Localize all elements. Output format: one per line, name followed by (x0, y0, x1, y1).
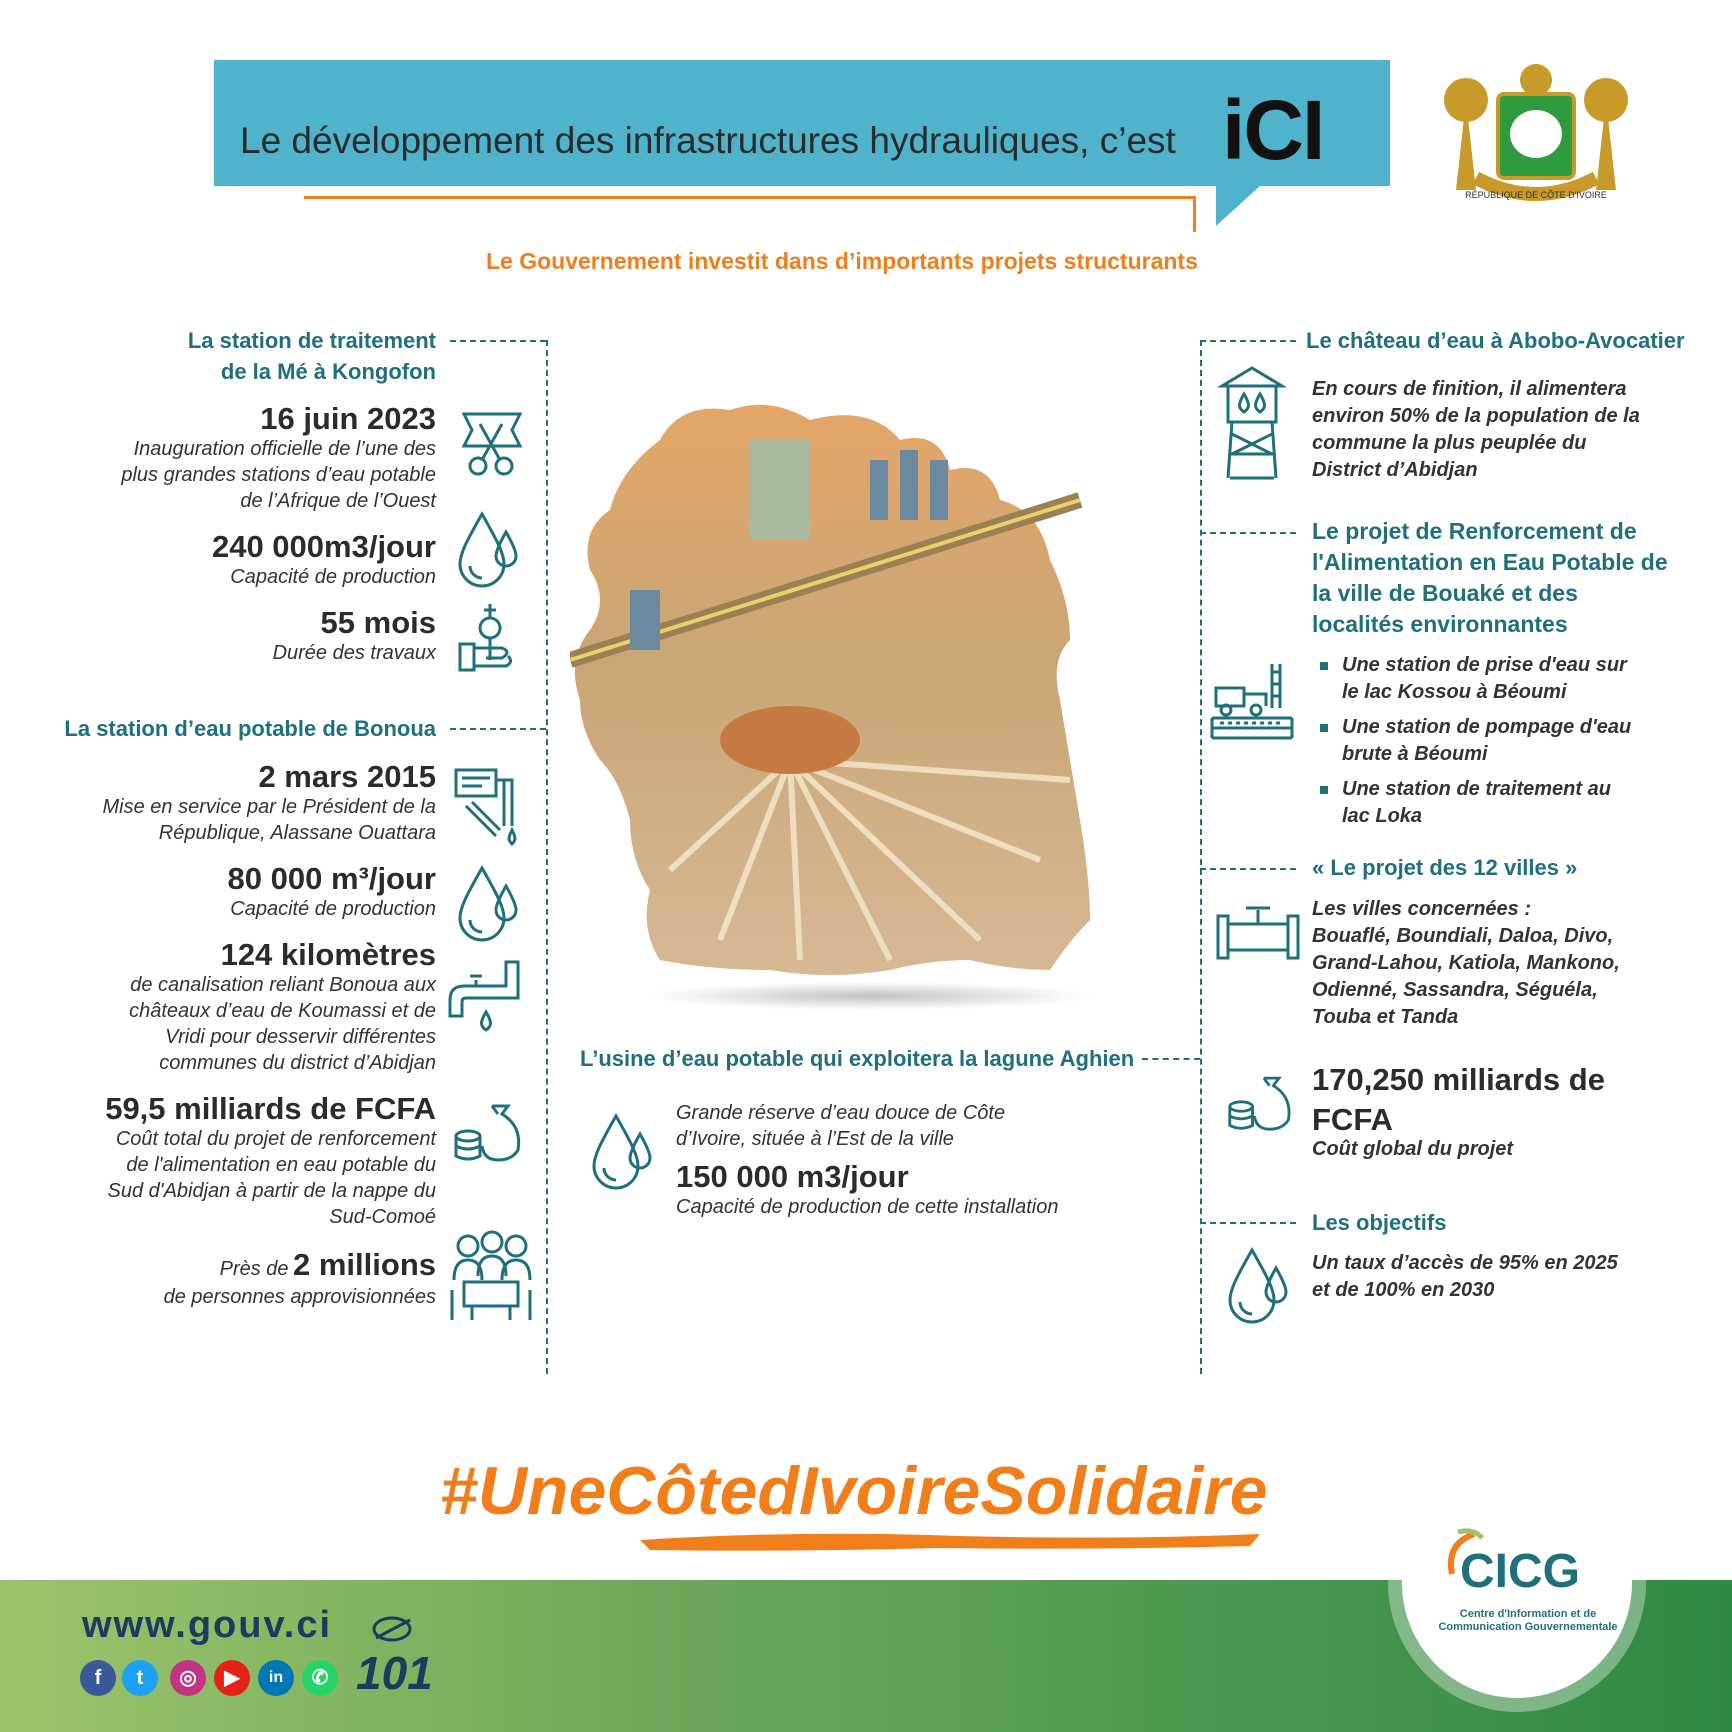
wrench-hand-icon (456, 600, 524, 680)
money-bag-coins-icon-2 (1226, 1062, 1296, 1134)
bonoua-km: 124 kilomètres (220, 937, 436, 972)
bonoua-date: 2 mars 2015 (258, 759, 436, 794)
me-duration-desc: Durée des travaux (272, 642, 436, 664)
left-dashed-line (546, 340, 548, 1374)
cicg-logo-text: CICG (1460, 1545, 1580, 1598)
bouake-title: Le projet de Renforcement de l'Alimentation en Eau Potable de la ville de Bouaké et des localités environnantes (1312, 518, 1668, 637)
hotline-number: 101 (356, 1647, 433, 1699)
abobo-desc: En cours de finition, il alimentera environ 50% de la population de la commune la plus peuplée du District d’Abidjan (1312, 378, 1640, 481)
bonoua-capacity-desc: Capacité de production (230, 898, 436, 920)
abobo-title: Le château d’eau à Abobo-Avocatier (1306, 328, 1685, 353)
money-bag-coins-icon (452, 1090, 526, 1164)
aghien-title: L’usine d’eau potable qui exploitera la lagune Aghien (580, 1046, 1135, 1071)
right-dashed-connector-1 (1200, 340, 1296, 342)
me-duration: 55 mois (320, 605, 436, 640)
bonoua-title: La station d’eau potable de Bonoua (64, 716, 436, 741)
ribbon-scissors-icon (458, 404, 526, 478)
villes-title: « Le projet des 12 villes » (1312, 855, 1578, 880)
bullet-item: Une station de pompage d'eau brute à Béoumi (1320, 714, 1720, 768)
brush-stroke (640, 1530, 1260, 1552)
pipe-repair-icon (452, 766, 526, 848)
water-drop-icon-2 (456, 862, 524, 944)
me-date-desc: Inauguration officielle de l’une des plus grandes stations d’eau potable de l’Afrique de l’Ouest (121, 438, 436, 512)
faucet-pipe-icon (446, 956, 526, 1038)
cicg-logo-subtitle: Centre d'Information et de Communication Gouvernementale (1438, 1608, 1618, 1633)
bonoua-km-desc: de canalisation reliant Bonoua aux châteaux d’eau de Koumassi et de Vridi pour desservir différentes communes du district d’Abidjan (129, 974, 436, 1074)
bonoua-cost: 59,5 milliards de FCFA (105, 1091, 436, 1126)
aghien-capacity-desc: Capacité de production de cette installation (676, 1196, 1059, 1218)
water-drop-icon-3 (590, 1110, 658, 1192)
left-dashed-connector-2 (450, 728, 546, 730)
bonoua-capacity: 80 000 m³/jour (227, 861, 436, 896)
bullet-square-icon (1320, 786, 1328, 794)
orange-divider (304, 196, 1194, 199)
me-date: 16 juin 2023 (260, 401, 436, 436)
instagram-icon[interactable]: ◎ (170, 1660, 206, 1696)
bonoua-people-desc: de personnes approvisionnées (163, 1286, 436, 1308)
linkedin-icon[interactable]: in (258, 1660, 294, 1696)
villes-cost-desc: Coût global du projet (1312, 1138, 1514, 1160)
bullet-square-icon (1320, 724, 1328, 732)
seal-text: RÉPUBLIQUE DE CÔTE D'IVOIRE (1465, 190, 1607, 200)
aghien-capacity: 150 000 m3/jour (676, 1159, 909, 1194)
objectifs-desc: Un taux d’accès de 95% en 2025 et de 100% en 2030 (1312, 1252, 1618, 1301)
banner-title: Le développement des infrastructures hydrauliques, c’est (240, 120, 1176, 161)
whatsapp-icon[interactable]: ✆ (302, 1660, 338, 1696)
bonoua-date-desc: Mise en service par le Président de la République, Alassane Ouattara (102, 796, 436, 844)
facebook-icon[interactable]: f (80, 1660, 116, 1696)
right-dashed-connector-2 (1200, 532, 1296, 534)
bonoua-people: Près de 2 millions (219, 1247, 436, 1282)
bullet-item: Une station de prise d'eau sur le lac Kossou à Béoumi (1320, 652, 1720, 706)
cote-divoire-map-photo (570, 400, 1190, 1020)
villes-desc: Les villes concernées : Bouaflé, Boundiali, Daloa, Divo, Grand-Lahou, Katiola, Mankono, Odienné, Sassandra, Séguéla, Touba et Tanda (1312, 898, 1620, 1028)
bullet-square-icon (1320, 662, 1328, 670)
drilling-truck-icon (1210, 658, 1294, 742)
objectifs-title: Les objectifs (1312, 1210, 1447, 1235)
right-dashed-connector-3 (1200, 868, 1296, 870)
right-dashed-line (1200, 340, 1202, 1374)
bullet-item: Une station de traitement au lac Loka (1320, 776, 1720, 830)
me-capacity: 240 000m3/jour (211, 529, 436, 564)
website-link[interactable]: www.gouv.ci (82, 1604, 333, 1646)
me-title: La station de traitement de la Mé à Kongofon (187, 328, 436, 384)
me-capacity-desc: Capacité de production (230, 566, 436, 588)
hashtag: #UneCôtedIvoireSolidaire (440, 1453, 1268, 1529)
water-drop-icon (456, 508, 524, 590)
twitter-icon[interactable]: t (122, 1660, 158, 1696)
orange-divider-vertical (1193, 196, 1196, 232)
left-dashed-connector-1 (450, 340, 546, 342)
banner-ici: iCI (1222, 83, 1324, 177)
villes-cost: 170,250 milliards de FCFA (1312, 1062, 1605, 1137)
youtube-icon[interactable]: ▶ (214, 1660, 250, 1696)
phone-swoosh-icon (370, 1614, 414, 1644)
water-drop-icon-4 (1226, 1244, 1294, 1326)
people-group-icon (446, 1228, 536, 1324)
subtitle: Le Gouvernement investit dans d’importants projets structurants (486, 248, 1198, 274)
bouake-bullets (1320, 652, 1720, 830)
banner-tail (1216, 186, 1260, 226)
pipe-valve-icon (1216, 900, 1300, 960)
water-tower-icon (1218, 364, 1286, 482)
bonoua-cost-desc: Coût total du projet de renforcement de l'alimentation en eau potable du Sud d'Abidjan à partir de la nappe du Sud-Comoé (107, 1128, 436, 1228)
aghien-desc: Grande réserve d’eau douce de Côte d’Ivoire, située à l’Est de la ville (676, 1102, 1006, 1150)
right-dashed-connector-4 (1200, 1222, 1296, 1224)
center-dashed-connector (1142, 1058, 1200, 1060)
coat-of-arms-icon (1436, 60, 1636, 210)
